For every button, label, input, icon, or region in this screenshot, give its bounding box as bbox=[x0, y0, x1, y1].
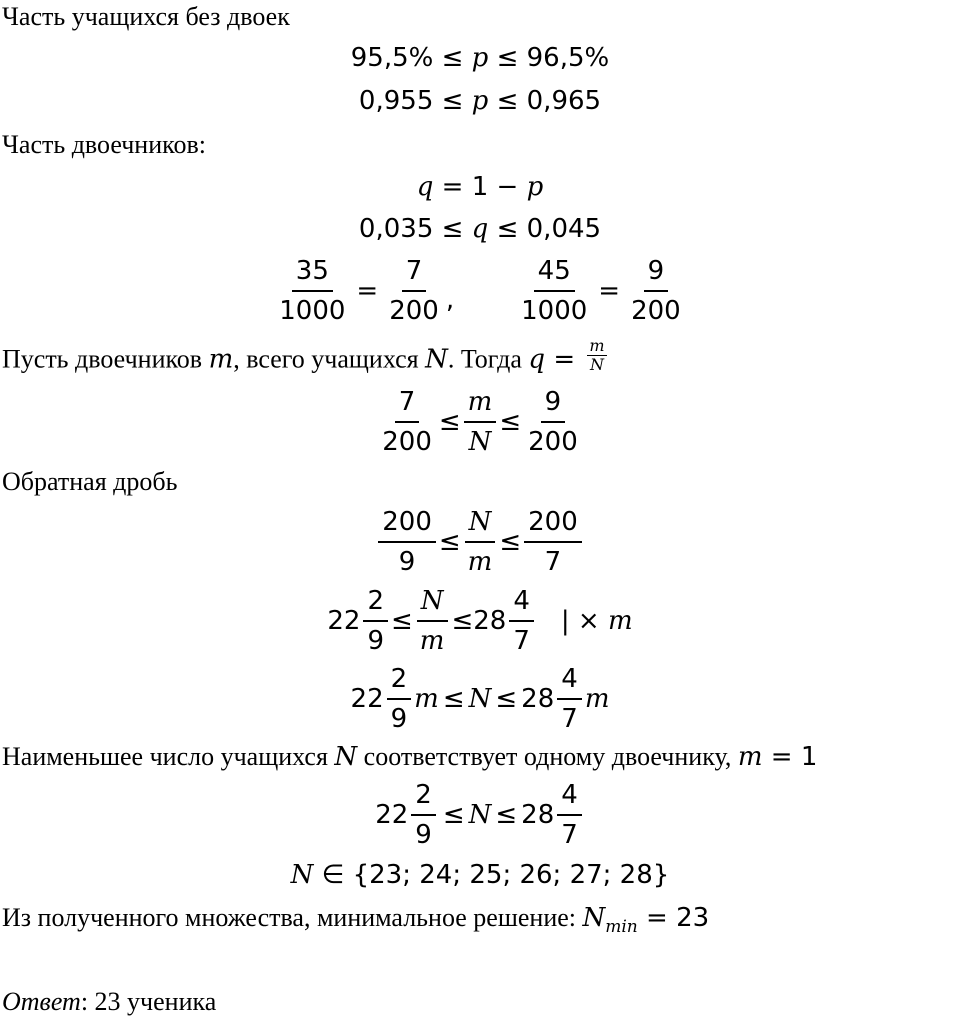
equation-solution-set: N ∈ {23; 24; 25; 26; 27; 28} bbox=[290, 860, 670, 890]
le-sign: ≤ bbox=[442, 800, 465, 830]
equals-sign: = bbox=[356, 276, 379, 306]
text-line-let-failing-m: Пусть двоечников m, всего учащихся N. Тогда q = $\frac{m}{N}$ bbox=[2, 336, 605, 375]
mixed-22-2-9: 22 $\frac{2}{9}$ bbox=[327, 584, 391, 658]
le-sign: ≤ bbox=[451, 606, 474, 636]
text-line-minimal-solution: Из полученного множества, минимальное решение: $N_{min} = 23$ bbox=[2, 903, 710, 938]
equation-q-definition: q = 1 − p bbox=[416, 172, 544, 202]
equation-decimal-range: 0,955 ≤ p ≤ 0,965 bbox=[358, 86, 602, 116]
text-line-reciprocal: Обратная дробь bbox=[2, 467, 178, 496]
answer-text: : 23 ученика bbox=[80, 987, 217, 1016]
fraction-35-1000: $\frac{35}{1000}$ bbox=[279, 256, 346, 326]
text-line-part-of-failing: Часть двоечников: bbox=[2, 130, 206, 159]
inequality-mixed-numbers bbox=[0, 584, 960, 658]
comma: , bbox=[445, 285, 455, 315]
equals-sign: = bbox=[598, 276, 621, 306]
variable-N: N bbox=[468, 684, 492, 714]
fraction-conversion-row bbox=[0, 254, 960, 328]
fraction-9-200: $\frac{9}{200}$ bbox=[528, 387, 578, 457]
mixed-22-2-9: 22 $\frac{2}{9}$ bbox=[375, 778, 439, 852]
mixed-28-4-7: 28 $\frac{4}{7}$ bbox=[473, 584, 537, 658]
fraction-2-9: $\frac{2}{9}$ bbox=[363, 584, 388, 658]
inequality-N-bounds bbox=[0, 778, 960, 852]
fraction-N-m: $\frac{N}{m}$ bbox=[416, 584, 449, 658]
multiply-by-m-note: | × m bbox=[560, 606, 633, 636]
equation-q-range: 0,035 ≤ q ≤ 0,045 bbox=[358, 214, 602, 244]
le-sign: ≤ bbox=[438, 407, 461, 437]
inequality-N-over-m bbox=[0, 505, 960, 579]
mixed-28-4-7: 28 $\frac{4}{7}$ m bbox=[521, 664, 610, 734]
fraction-m-N: $\frac{m}{N}$ bbox=[464, 385, 497, 459]
answer-label: Ответ bbox=[2, 987, 81, 1016]
inequality-N-bounds-in-m bbox=[0, 662, 960, 736]
fraction-7-200: $\frac{7}{200}$ bbox=[389, 256, 439, 326]
fraction-200-9: $\frac{200}{9}$ bbox=[378, 505, 436, 579]
fraction-45-1000: $\frac{45}{1000}$ bbox=[521, 256, 588, 326]
le-sign: ≤ bbox=[438, 527, 461, 557]
text-line-students-without-twos: Часть учащихся без двоек bbox=[2, 2, 290, 31]
le-sign: ≤ bbox=[442, 684, 465, 714]
le-sign: ≤ bbox=[499, 407, 522, 437]
inequality-m-over-N bbox=[0, 385, 960, 459]
fraction-7-200: $\frac{7}{200}$ bbox=[382, 387, 432, 457]
fraction-N-m: $\frac{N}{m}$ bbox=[464, 505, 497, 579]
fraction-2-9: $\frac{2}{9}$ bbox=[387, 662, 412, 736]
fraction-m-over-N-small: $\frac{m}{N}$ bbox=[589, 336, 605, 374]
fraction-4-7: $\frac{4}{7}$ bbox=[509, 584, 534, 658]
le-sign: ≤ bbox=[495, 684, 518, 714]
text-line-smallest-number: Наименьшее число учащихся N соответствует одному двоечнику, m = 1 bbox=[2, 742, 818, 772]
fraction-4-7: $\frac{4}{7}$ bbox=[557, 662, 582, 736]
equation-percent-range: 95,5% ≤ p ≤ 96,5% bbox=[350, 43, 610, 73]
variable-N: N bbox=[468, 800, 492, 830]
mixed-22-2-9: 22 $\frac{2}{9}$ m bbox=[350, 664, 439, 734]
mixed-28-4-7: 28 $\frac{4}{7}$ bbox=[521, 778, 585, 852]
le-sign: ≤ bbox=[499, 527, 522, 557]
le-sign: ≤ bbox=[391, 606, 413, 636]
fraction-200-7: $\frac{200}{7}$ bbox=[524, 505, 582, 579]
fraction-2-9: $\frac{2}{9}$ bbox=[411, 778, 436, 852]
fraction-4-7: $\frac{4}{7}$ bbox=[557, 778, 582, 852]
le-sign: ≤ bbox=[495, 800, 518, 830]
fraction-9-200: $\frac{9}{200}$ bbox=[631, 256, 681, 326]
answer-line bbox=[2, 987, 216, 1017]
